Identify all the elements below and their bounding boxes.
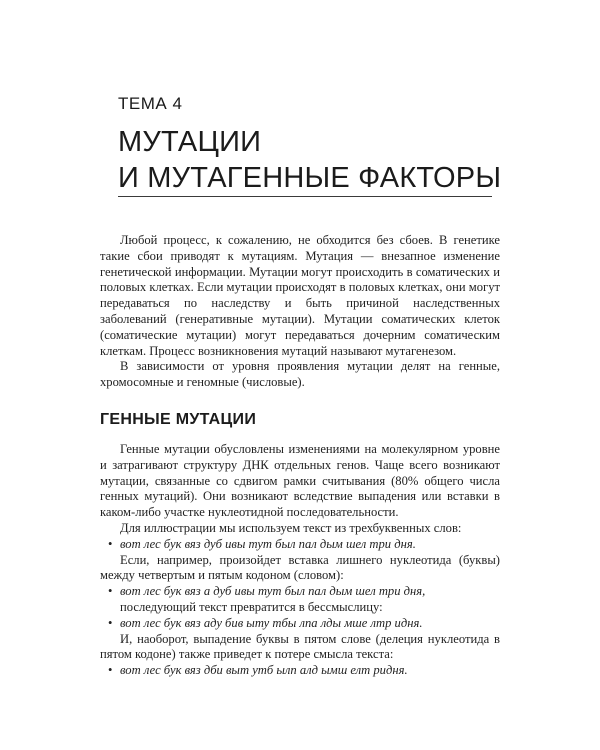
example-bullet-1 [100, 537, 500, 553]
example-bullet-4 [100, 663, 500, 679]
gene-mutations-text [100, 442, 500, 679]
example-bullet-3 [100, 616, 500, 632]
bullet-icon: • [108, 536, 113, 551]
intro-paragraph-1: Любой процесс, к сожалению, не обходится без сбоев. В генетике такие сбои приводят к мутациям. Мутация — внезапное изменение генетической информации. Мутации могут происходить в соматических и половых клетках. Если мутации происходят в половых клетках, они могут передаваться по наследству и быть причиной наследственных заболеваний (генеративные мутации). Мутации соматических клеток (соматические мутации) могут передаваться дочерним соматическим клеткам. Процесс возникновения мутаций называют мутагенезом. [100, 233, 500, 358]
gene-paragraph-4: И, наоборот, выпадение буквы в пятом слове (делеция нуклеотида в пятом кодоне) также приведет к потере смысла текста: [100, 631, 500, 662]
intro-paragraph-2: В зависимости от уровня проявления мутации делят на генные, хромосомные и геномные (числовые). [100, 359, 500, 390]
chapter-title [118, 124, 501, 196]
bullet-icon: • [108, 615, 113, 630]
gene-paragraph-1: Генные мутации обусловлены изменениями на молекулярном уровне и затрагивают структуру ДНК отдельных генов. Чаще всего возникают мутации, связанные со сдвигом рамки считывания (80% общего числа генных мутаций). Они возникают вследствие выпадения или вставки в каком-либо участке нуклеотидной последовательности. [100, 442, 500, 520]
title-divider [118, 196, 492, 197]
bullet-icon: • [108, 663, 113, 678]
bullet-icon: • [108, 584, 113, 599]
intro-text [100, 233, 500, 391]
chapter-label: ТЕМА 4 [118, 94, 183, 113]
example-text-1: вот лес бук вяз дуб ивы тут был пал дым шел три дня. [120, 536, 416, 551]
gene-paragraph-2: Для иллюстрации мы используем текст из трехбуквенных слов: [120, 520, 462, 535]
example-text-3: вот лес бук вяз аду бив ыту тбы лпа лды мше лтр идня. [120, 615, 423, 630]
section-heading: ГЕННЫЕ МУТАЦИИ [100, 411, 257, 428]
gene-paragraph-3: Если, например, произойдет вставка лишнего нуклеотида (буквы) между четвертым и пятым кодоном (словом): [100, 552, 500, 583]
example-text-4: вот лес бук вяз дби выт утб ылп алд ымш елт ридня. [120, 663, 408, 678]
chapter-title-line-2: И МУТАГЕННЫЕ ФАКТОРЫ [118, 162, 502, 194]
chapter-title-line-1: МУТАЦИИ [118, 126, 262, 158]
example-text-2: вот лес бук вяз а дуб ивы тут был пал дым шел три дня, [120, 584, 426, 599]
example-bullet-2 [100, 584, 500, 600]
gene-continuation: последующий текст превратится в бессмыслицу: [120, 599, 383, 614]
